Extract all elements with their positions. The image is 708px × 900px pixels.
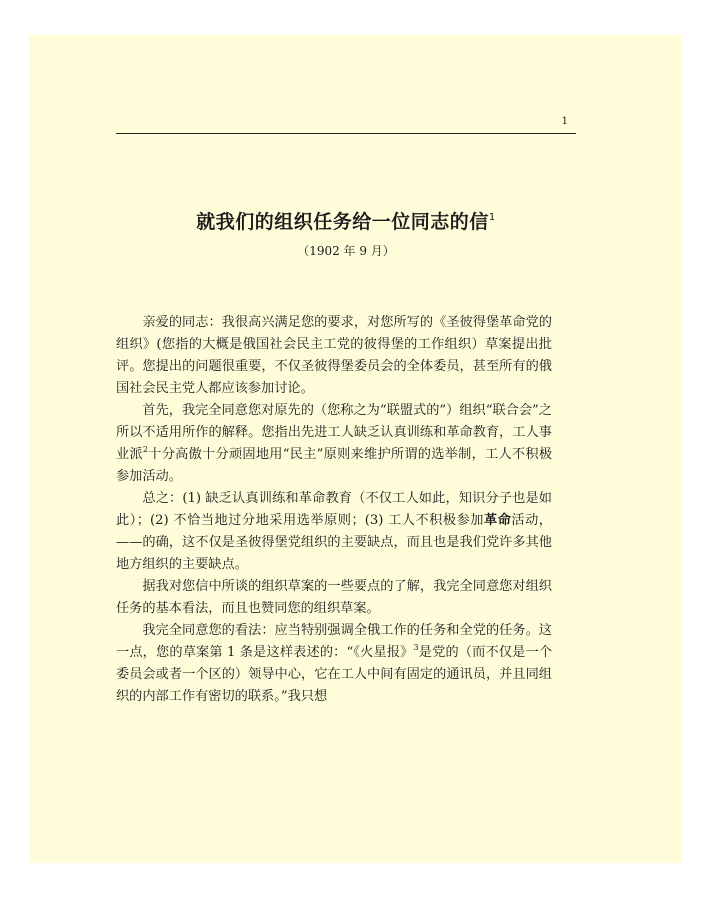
paragraph-4 <box>116 576 552 620</box>
title-footnote-marker: 1 <box>488 212 496 223</box>
page-number: 1 <box>561 116 568 127</box>
footnote-marker: 2 <box>142 445 148 454</box>
paragraph-1 <box>116 312 552 400</box>
paragraph-text: 十分高傲十分顽固地用“民主”原则来维护所谓的选举制，工人不积极参加活动。 <box>116 447 553 484</box>
paragraph-text: 我完全同意您的看法：应当特别强调全俄工作的任务和全党的任务。这一点，您的草案第 1 条是这样表述的：“《火星报》 <box>116 623 552 660</box>
footnote-marker: 3 <box>413 643 419 652</box>
date-line: （1902 年 9 月） <box>297 244 395 258</box>
paragraph-text: 亲爱的同志：我很高兴满足您的要求，对您所写的《圣彼得堡革命党的组织》(您指的大概是俄国社会民主工党的彼得堡的工作组织）草案提出批评。您提出的问题很重要，不仅圣彼得堡委员会的全体委员，甚至所有的俄国社会民主党人都应该参加讨论。 <box>116 315 552 396</box>
title-text: 就我们的组织任务给一位同志的信 <box>196 211 489 233</box>
paragraph-text: 首先，我完全同意您对原先的（您称之为“联盟式的”）组织“联合会”之所以不适用所作的解释。您指出先进工人缺乏认真训练和革命教育，工人事业派 <box>116 403 552 462</box>
letter-body <box>116 312 552 708</box>
paragraph-2 <box>116 400 552 488</box>
paragraph-text: 据我对您信中所谈的组织草案的一些要点的了解，我完全同意您对组织任务的基本看法，而且也赞同您的组织草案。 <box>116 579 552 616</box>
paragraph-text: 活动，——的确，这不仅是圣彼得堡党组织的主要缺点，而且也是我们党许多其他地方组织的主要缺点。 <box>116 513 552 572</box>
paragraph-text: 总之：(1) 缺乏认真训练和革命教育（不仅工人如此，知识分子也是如此）；(2) 不恰当地过分地采用选举原则；(3) 工人不积极参加 <box>116 491 552 528</box>
paragraph-3 <box>116 488 552 576</box>
paragraph-text: 是党的（而不仅是一个委员会或者一个区的）领导中心，它在工人中间有固定的通讯员，并且同组织的内部工作有密切的联系。”我只想 <box>116 645 553 704</box>
paragraph-5 <box>116 620 552 708</box>
emphasis-text: 革命 <box>484 513 512 528</box>
header-rule <box>116 133 576 134</box>
page-title <box>116 207 576 234</box>
